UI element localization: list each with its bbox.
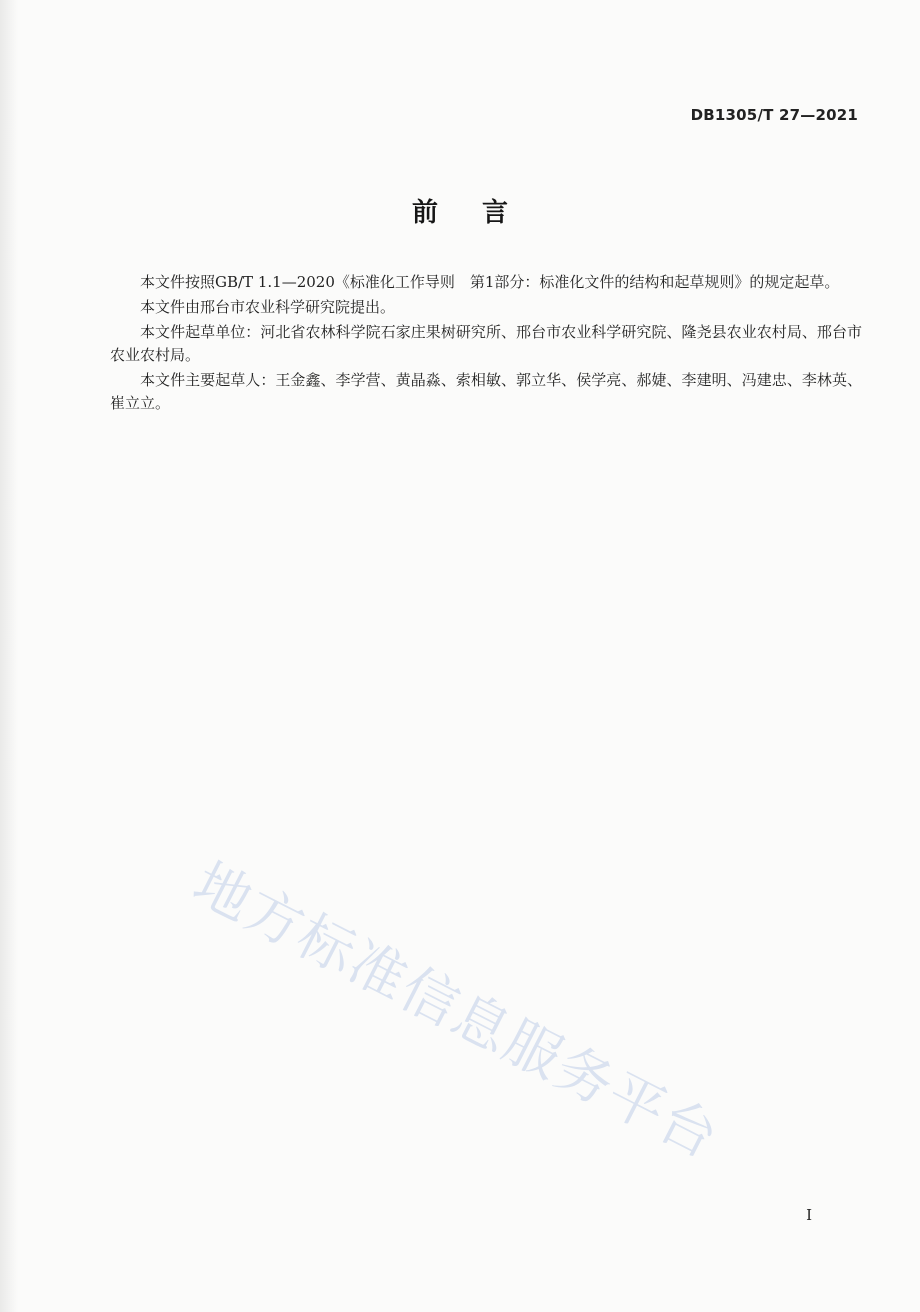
document-body: [110, 271, 862, 417]
document-code: DB1305/T 27—2021: [690, 106, 858, 124]
page-number: I: [806, 1206, 812, 1224]
watermark: 地方标准信息服务平台: [183, 850, 730, 1172]
paragraph-drafters: 本文件主要起草人：王金鑫、李学营、黄晶淼、索相敏、郭立华、侯学亮、郝婕、李建明、冯建忠、李林英、崔立立。: [110, 371, 862, 412]
paragraph-proposer: 本文件由邢台市农业科学研究院提出。: [140, 298, 396, 316]
paragraph-drafting-units: 本文件起草单位：河北省农林科学院石家庄果树研究所、邢台市农业科学研究院、隆尧县农业农村局、邢台市农业农村局。: [110, 323, 862, 364]
page-title: 前言: [411, 198, 552, 228]
paragraph-drafting-rules: 本文件按照GB/T 1.1—2020《标准化工作导则 第1部分：标准化文件的结构和起草规则》的规定起草。: [140, 273, 840, 291]
